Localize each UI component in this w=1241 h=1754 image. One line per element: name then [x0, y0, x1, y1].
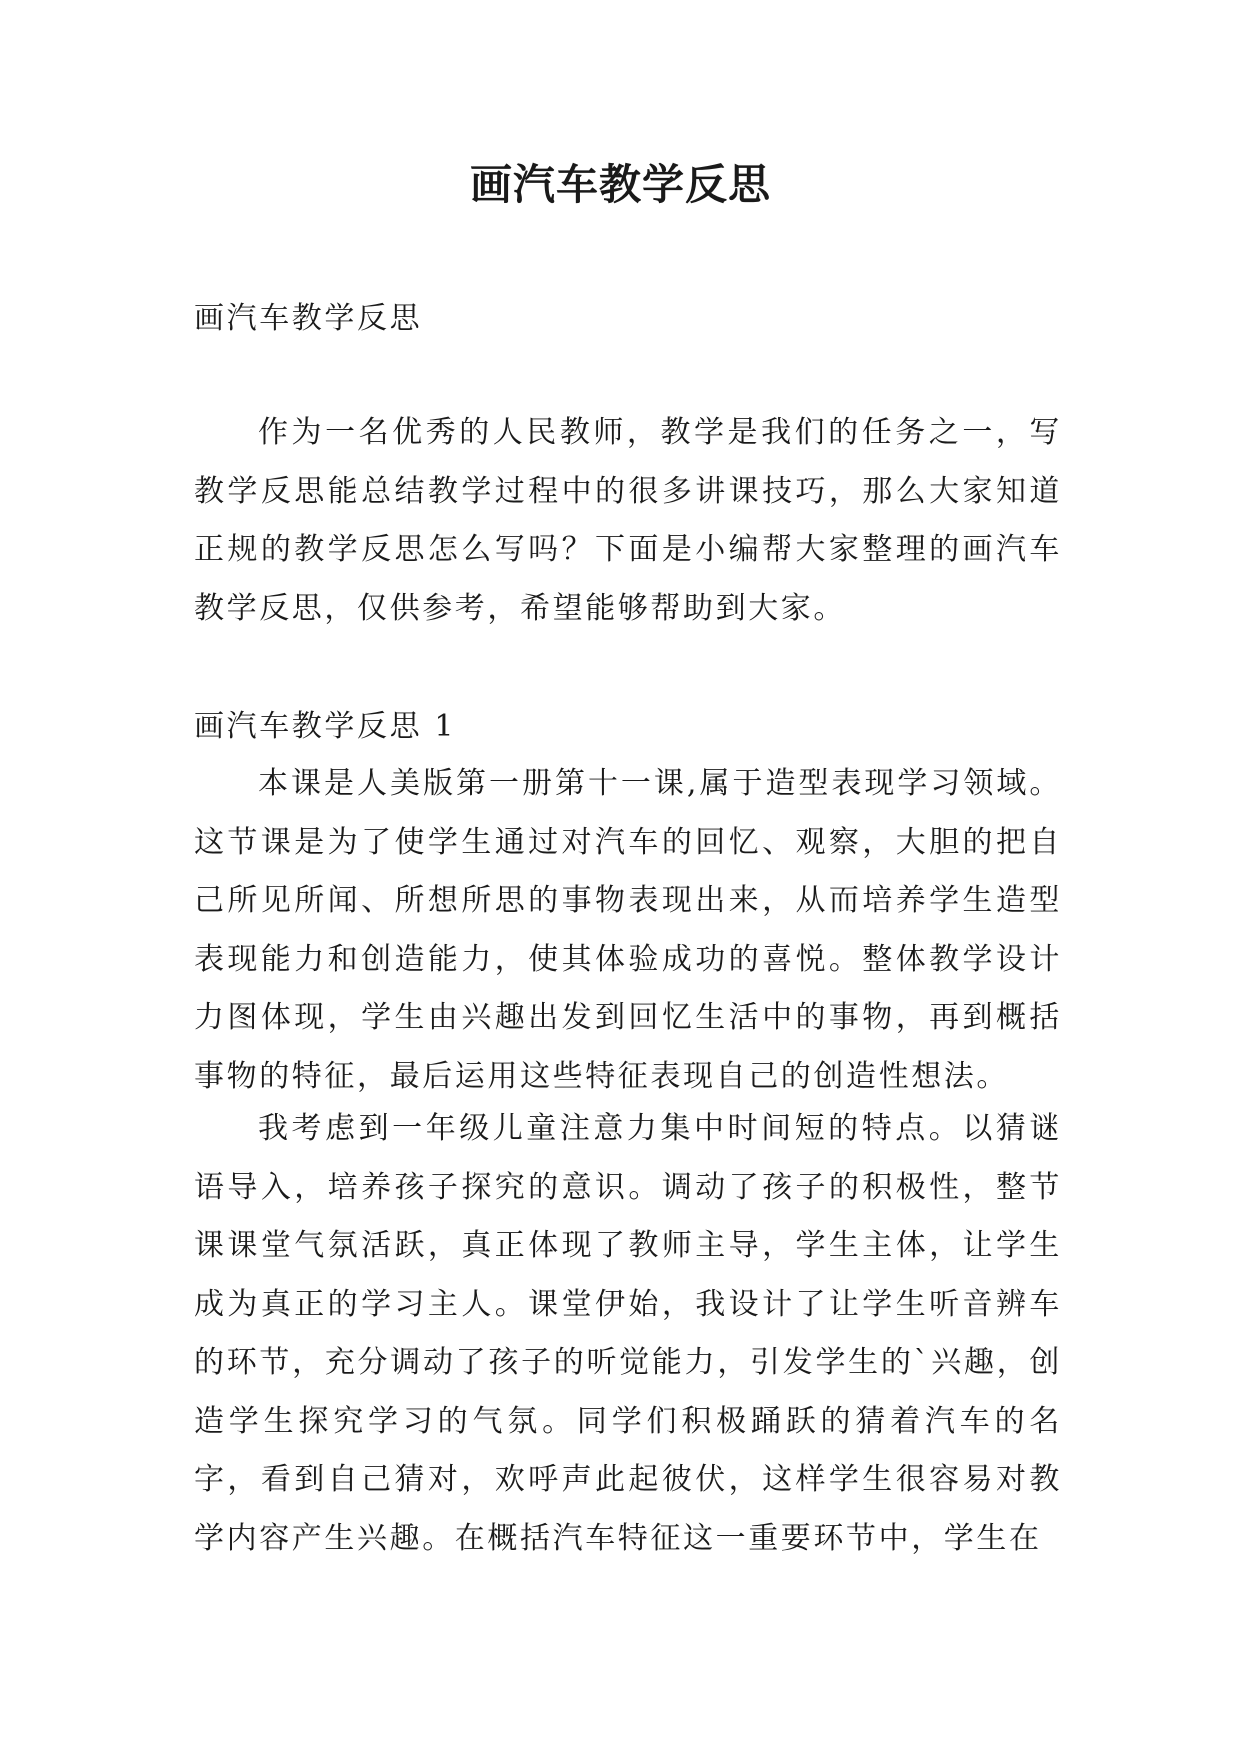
document-title: 画汽车教学反思 — [469, 160, 771, 209]
body-paragraph-2: 我考虑到一年级儿童注意力集中时间短的特点。以猜谜语导入，培养孩子探究的意识。调动了孩子的积极性，整节课课堂气氛活跃，真正体现了教师主导，学生主体，让学生成为真正的学习主人。课堂伊始，我设计了让学生听音辨车的环节，充分调动了孩子的听觉能力，引发学生的`兴趣，创造学生探究学习的气氛。同学们积极踊跃的猜着汽车的名字，看到自己猜对，欢呼声此起彼伏，这样学生很容易对教学内容产生兴趣。在概括汽车特征这一重要环节中，学生在 — [194, 1111, 1062, 1556]
section-heading: 画汽车教学反思 1 — [194, 709, 457, 744]
intro-paragraph: 作为一名优秀的人民教师，教学是我们的任务之一，写教学反思能总结教学过程中的很多讲课技巧，那么大家知道正规的教学反思怎么写吗？下面是小编帮大家整理的画汽车教学反思，仅供参考，希望能够帮助到大家。 — [194, 415, 1062, 626]
body-paragraph-1: 本课是人美版第一册第十一课,属于造型表现学习领域。这节课是为了使学生通过对汽车的回忆、观察，大胆的把自己所见所闻、所想所思的事物表现出来，从而培养学生造型表现能力和创造能力，使其体验成功的喜悦。整体教学设计力图体现，学生由兴趣出发到回忆生活中的事物，再到概括事物的特征，最后运用这些特征表现自己的创造性想法。 — [194, 766, 1062, 1094]
document-subtitle: 画汽车教学反思 — [194, 301, 423, 336]
